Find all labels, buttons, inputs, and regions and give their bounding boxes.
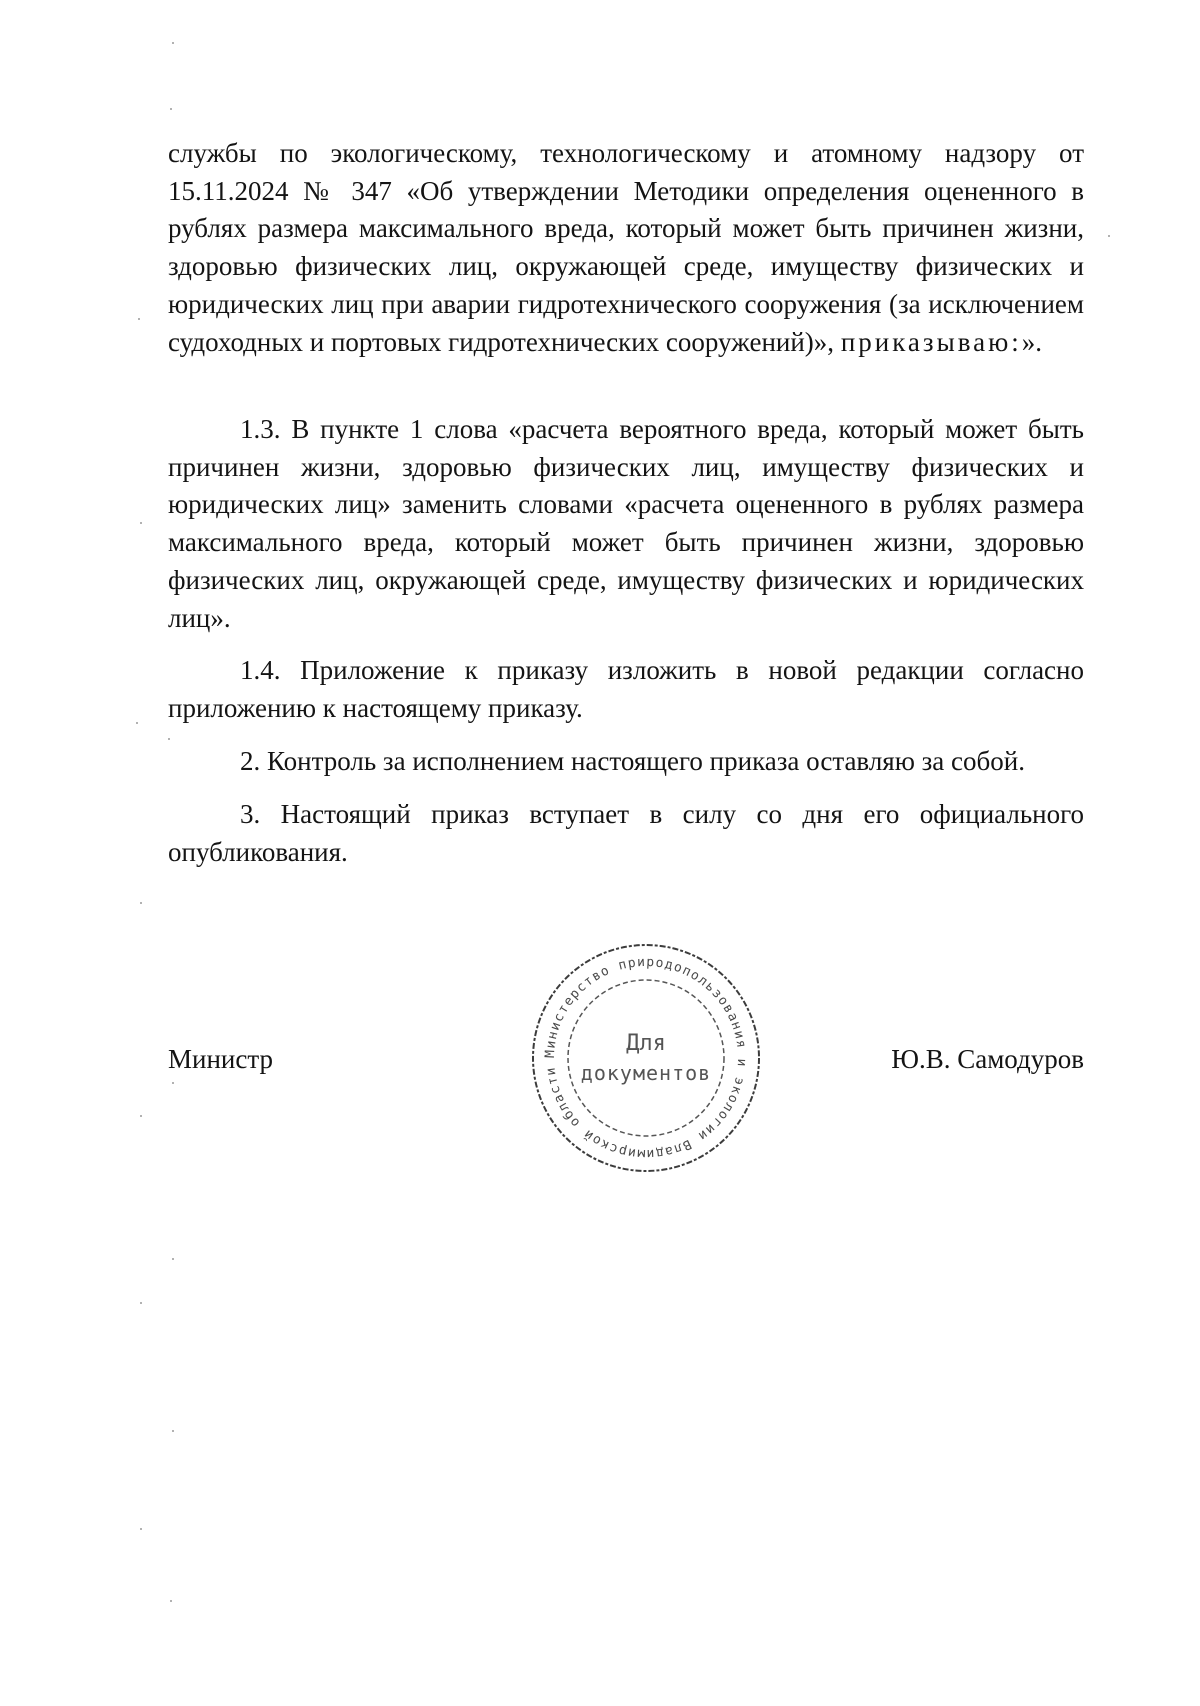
scan-speck — [140, 522, 142, 524]
scan-speck — [140, 1528, 142, 1530]
scan-speck — [136, 722, 138, 724]
stamp-center-line-1: Для — [626, 1031, 666, 1056]
scan-speck — [170, 1600, 172, 1602]
signatory-title: Министр — [168, 1044, 273, 1074]
scan-speck — [168, 738, 170, 740]
scan-speck — [140, 1302, 142, 1304]
order-word: приказываю: — [840, 326, 1022, 357]
scan-speck — [138, 318, 140, 320]
scan-speck — [140, 902, 142, 904]
scan-speck — [1108, 235, 1110, 237]
scan-speck — [172, 1082, 174, 1084]
paragraph-text: службы по экологическому, технологическому и атомному надзору от 15.11.2024 № 347 «Об утверждении Методики определения оцененного в рублях размера максимального вреда, который может быть причинен жизни, здоровью физических лиц, окружающей среде, имуществу физических и юридических лиц при аварии гидротехнического сооружения (за исключением судоходных и портовых гидротехнических сооружений)», — [168, 138, 1084, 357]
paragraph-continuation — [168, 135, 1084, 361]
scan-speck — [172, 1430, 174, 1432]
scan-speck — [172, 42, 174, 44]
scan-speck — [170, 108, 172, 110]
clause-3: 3. Настоящий приказ вступает в силу со дня его официального опубликования. — [168, 799, 1084, 867]
clause-1-3: 1.3. В пункте 1 слова «расчета вероятного вреда, который может быть причинен жизни, здоровью физических лиц, имуществу физических и юридических лиц» заменить словами «расчета оцененного в рублях размера максимального вреда, который может быть причинен жизни, здоровью физических лиц, окружающей среде, имуществу физических и юридических лиц». — [168, 414, 1084, 633]
stamp-center-line-2: документов — [580, 1061, 712, 1085]
scan-speck — [172, 1258, 174, 1260]
clause-1-4: 1.4. Приложение к приказу изложить в новой редакции согласно приложению к настоящему приказу. — [168, 655, 1084, 723]
scan-speck — [140, 1115, 142, 1117]
paragraph-tail: ». — [1021, 326, 1043, 357]
signatory-name: Ю.В. Самодуров — [891, 1044, 1084, 1074]
stamp-ring-text: Министерство природопользования и экологии Владимирской области — [542, 954, 750, 1162]
clause-2: 2. Контроль за исполнением настоящего приказа оставляю за собой. — [240, 746, 1025, 776]
official-stamp — [528, 940, 764, 1176]
svg-text:Министерство природопользовани — [543, 955, 749, 1161]
